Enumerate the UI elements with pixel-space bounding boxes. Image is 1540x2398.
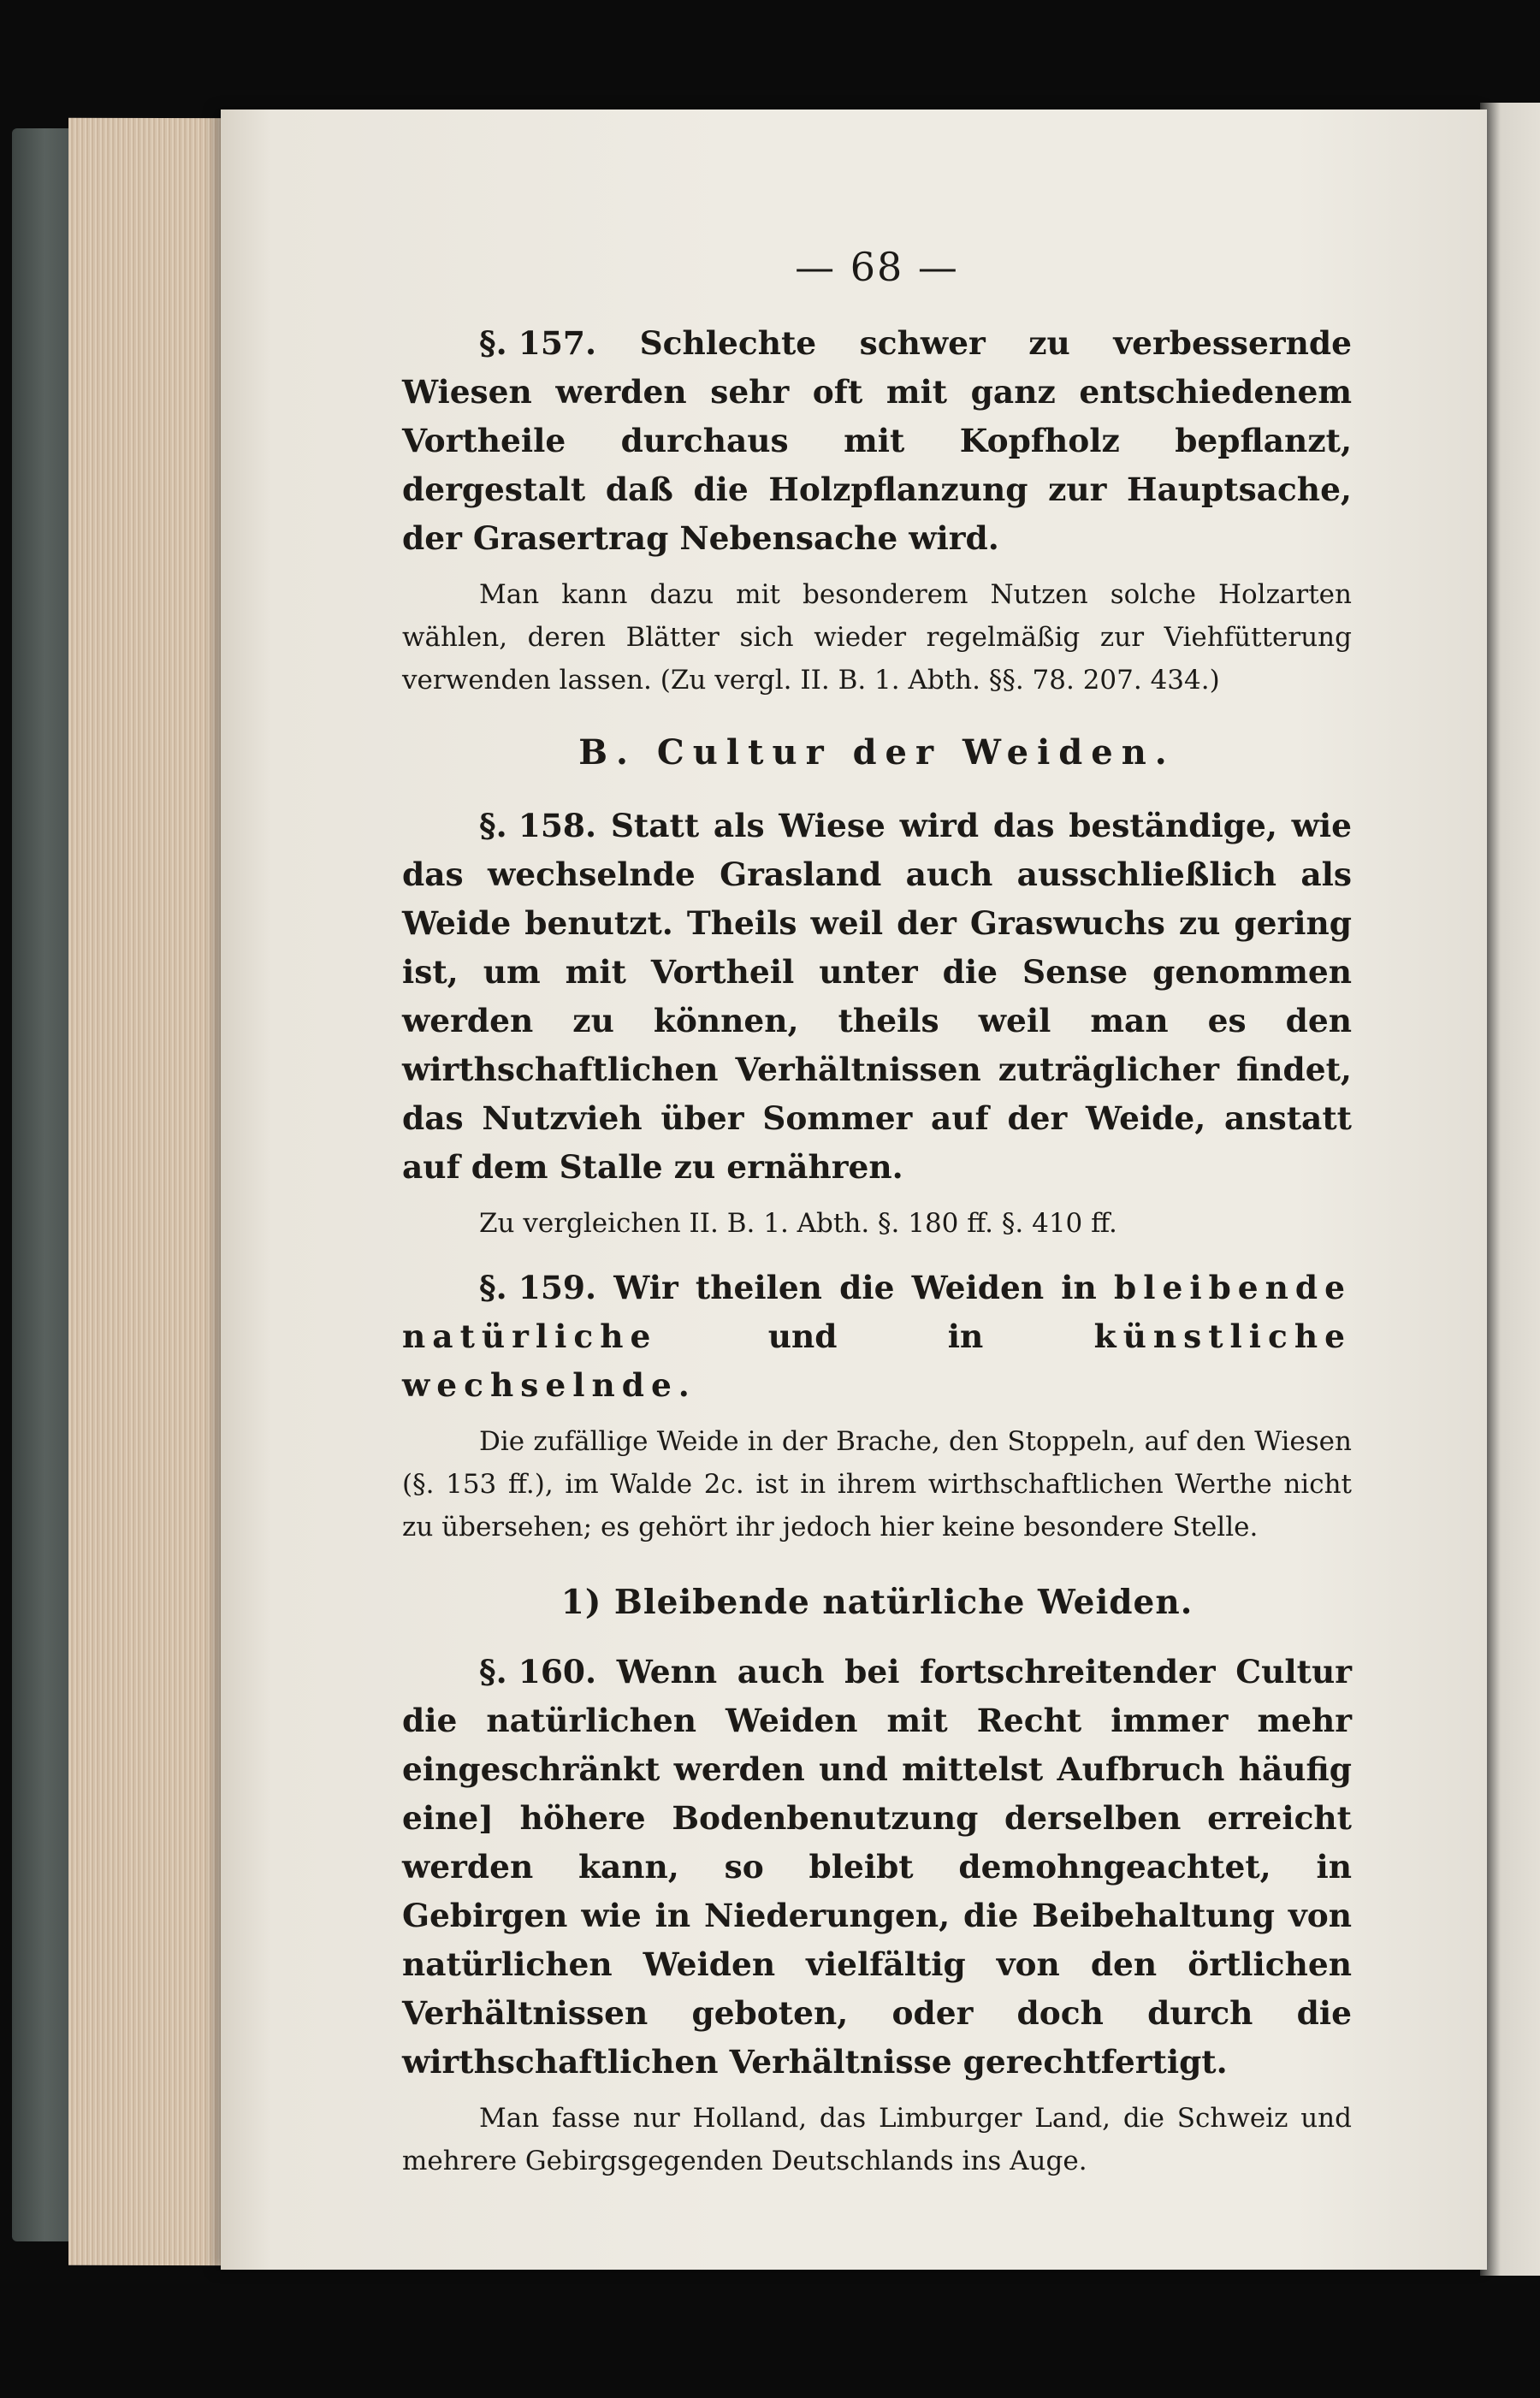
- note-159: Die zufällige Weide in der Brache, den Stoppeln, auf den Wiesen (§. 153 ff.), im Walde 2c. ist in ihrem wirthschaftlichen Werthe nicht zu übersehen; es gehört ihr jedoch hier keine besondere Stelle.: [402, 1426, 1352, 1542]
- paragraph-157: [402, 319, 1352, 563]
- section-label-160: §. 160.: [479, 1653, 597, 1690]
- paragraph-160-text: Wenn auch bei fortschreitender Cultur die natürlichen Weiden mit Recht immer mehr eingeschränkt werden und mittelst Aufbruch häufig eine] höhere Bodenbenutzung derselben erreicht werden kann, so bleibt demohngeachtet, in Gebirgen wie in Niederungen, die Beibehaltung von natürlichen Weiden vielfältig von den örtlichen Verhältnissen geboten, oder doch durch die wirthschaftlichen Verhältnisse gerechtfertigt.: [402, 1653, 1352, 2081]
- paragraph-158-text: Statt als Wiese wird das beständige, wie das wechselnde Grasland auch ausschließlich als Weide benutzt. Theils weil der Graswuchs zu gering ist, um mit Vortheil unter die Sense genommen werden zu können, theils weil man es den wirthschaftlichen Verhältnissen zuträglicher findet, das Nutzvieh über Sommer auf der Weide, anstatt auf dem Stalle zu ernähren.: [402, 807, 1352, 1186]
- page-content: [402, 244, 1352, 2182]
- paragraph-159-spaced-1: bleibende natürliche: [402, 1269, 1353, 1355]
- paragraph-160: [402, 1648, 1352, 2087]
- subsection-heading-1: 1) Bleibende natürliche Weiden.: [560, 1583, 1194, 1622]
- paragraph-159-spaced-2: künstliche wechselnde.: [402, 1317, 1352, 1404]
- facing-page-edge: [1480, 103, 1540, 2276]
- paragraph-158: [402, 802, 1352, 1192]
- paragraph-159-text-middle: und in: [767, 1317, 984, 1355]
- paragraph-159-text-before: Wir theilen die Weiden in: [613, 1269, 1097, 1306]
- note-160: Man fasse nur Holland, das Limburger Land, die Schweiz und mehrere Gebirgsgegenden Deutschlands ins Auge.: [402, 2103, 1352, 2176]
- section-label-159: §. 159.: [479, 1269, 597, 1306]
- note-157: Man kann dazu mit besonderem Nutzen solche Holzarten wählen, deren Blätter sich wieder regelmäßig zur Viehfütterung verwenden lassen. (Zu vergl. II. B. 1. Abth. §§. 78. 207. 434.): [402, 579, 1352, 696]
- note-158: Zu vergleichen II. B. 1. Abth. §. 180 ff. §. 410 ff.: [479, 1208, 1117, 1239]
- section-heading-b: B. Cultur der Weiden.: [578, 732, 1176, 773]
- section-label-158: §. 158.: [479, 807, 597, 844]
- section-label-157: §. 157.: [479, 324, 597, 362]
- page-number: — 68 —: [795, 244, 959, 290]
- paragraph-159: [402, 1264, 1352, 1410]
- paragraph-157-text: Schlechte schwer zu verbessernde Wiesen werden sehr oft mit ganz entschiedenem Vortheile durchaus mit Kopfholz bepflanzt, dergestalt daß die Holzpflanzung zur Hauptsache, der Grasertrag Nebensache wird.: [402, 324, 1352, 557]
